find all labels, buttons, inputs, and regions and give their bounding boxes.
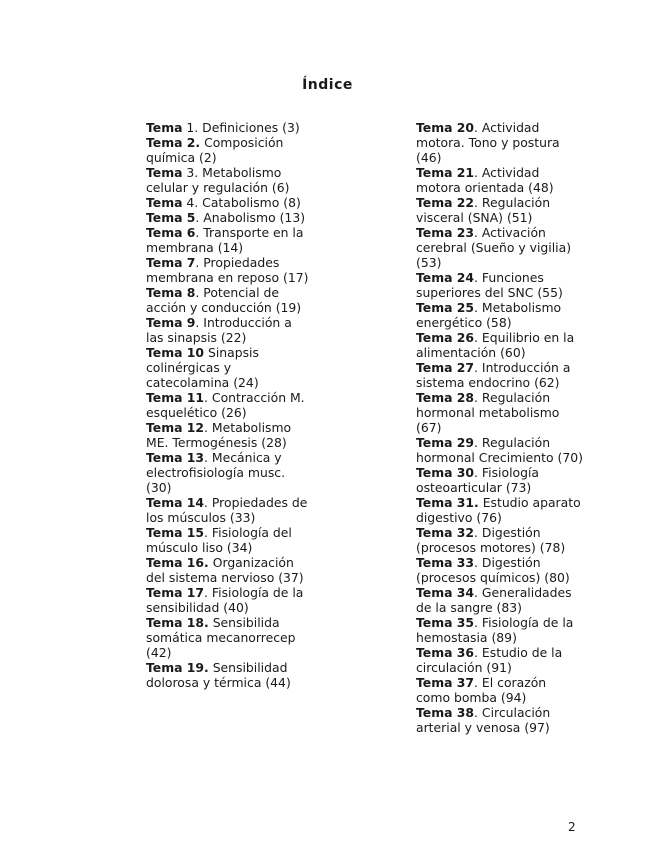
index-entry [416,390,584,435]
entry-label: Tema 2. [146,135,201,150]
index-entry [416,615,584,645]
entry-text: . Metabolismo ME. Termogénesis (28) [146,420,292,450]
entry-label: Tema 18. [146,615,209,630]
entry-text: Sensibilidad dolorosa y térmica (44) [146,660,291,690]
entry-text: . Generalidades de la sangre (83) [416,585,572,615]
index-entry [146,585,311,615]
entry-label: Tema 8 [146,285,196,300]
entry-text: 4. Catabolismo (8) [182,195,301,210]
page-title: Índice [302,77,353,93]
index-entry [416,525,584,555]
index-column-right [416,120,584,735]
entry-label: Tema 16. [146,555,209,570]
index-entry [416,360,584,390]
entry-text: . Anabolismo (13) [195,210,306,225]
index-entry [146,135,311,165]
entry-text: . Activación cerebral (Sueño y vigilia) (53) [416,225,572,270]
entry-text: . Regulación hormonal metabolismo (67) [416,390,560,435]
entry-text: . Mecánica y electrofisiología musc. (30) [146,450,286,495]
entry-label: Tema 25 [416,300,475,315]
index-entry [146,615,311,660]
index-entry [146,420,311,450]
entry-text: . Fisiología osteoarticular (73) [416,465,539,495]
entry-label: Tema 32 [416,525,475,540]
entry-label: Tema 12 [146,420,205,435]
index-entry [146,495,311,525]
entry-label: Tema 30 [416,465,475,480]
entry-text: Sensibilida somática mecanorrecep (42) [146,615,296,660]
entry-label: Tema 27 [416,360,475,375]
index-entry [146,450,311,495]
entry-label: Tema 24 [416,270,475,285]
entry-label: Tema 19. [146,660,209,675]
index-entry [416,165,584,195]
entry-text: . Circulación arterial y venosa (97) [416,705,551,735]
entry-label: Tema 15 [146,525,205,540]
entry-label: Tema 31. [416,495,479,510]
index-entry [416,300,584,330]
index-entry [416,585,584,615]
index-entry [146,390,311,420]
entry-text: . Potencial de acción y conducción (19) [146,285,302,315]
entry-text: . Introducción a sistema endocrino (62) [416,360,571,390]
index-entry [416,270,584,300]
index-entry [416,645,584,675]
entry-text: . Transporte en la membrana (14) [146,225,304,255]
entry-text: Estudio aparato digestivo (76) [416,495,581,525]
entry-text: . Actividad motora. Tono y postura (46) [416,120,560,165]
entry-label: Tema 7 [146,255,196,270]
index-entry [146,195,311,210]
entry-text: . Propiedades membrana en reposo (17) [146,255,309,285]
entry-label: Tema 26 [416,330,475,345]
index-entry [416,465,584,495]
index-entry [146,345,311,390]
entry-label: Tema 23 [416,225,475,240]
entry-label: Tema 11 [146,390,205,405]
index-entry [416,435,584,465]
entry-label: Tema [146,195,183,210]
entry-text: . Estudio de la circulación (91) [416,645,563,675]
entry-text: 3. Metabolismo celular y regulación (6) [146,165,290,195]
entry-label: Tema 21 [416,165,475,180]
entry-label: Tema 33 [416,555,475,570]
entry-label: Tema 9 [146,315,196,330]
entry-text: . Fisiología del músculo liso (34) [146,525,292,555]
index-entry [416,495,584,525]
entry-label: Tema 17 [146,585,205,600]
index-entry [416,330,584,360]
entry-label: Tema 10 [146,345,205,360]
index-column-left [146,120,311,690]
entry-text: . Propiedades de los músculos (33) [146,495,308,525]
index-entry [146,285,311,315]
index-entry [146,660,311,690]
entry-text: . Regulación visceral (SNA) (51) [416,195,551,225]
index-entry [416,120,584,165]
entry-text: . Contracción M. esquelético (26) [146,390,305,420]
index-entry [146,255,311,285]
entry-label: Tema 20 [416,120,475,135]
index-entry [416,675,584,705]
page-number: 2 [568,820,576,834]
entry-text: . Fisiología de la sensibilidad (40) [146,585,304,615]
index-entry [416,195,584,225]
entry-label: Tema 5 [146,210,196,225]
index-entry [416,705,584,735]
index-entry [146,120,311,135]
entry-label: Tema 38 [416,705,475,720]
entry-text: . Funciones superiores del SNC (55) [416,270,563,300]
index-entry [146,165,311,195]
entry-label: Tema 34 [416,585,475,600]
entry-text: . Actividad motora orientada (48) [416,165,554,195]
entry-text: . Equilibrio en la alimentación (60) [416,330,575,360]
entry-text: . Metabolismo energético (58) [416,300,562,330]
entry-label: Tema 37 [416,675,475,690]
entry-label: Tema [146,120,183,135]
entry-text: . Digestión (procesos motores) (78) [416,525,566,555]
entry-text: . Regulación hormonal Crecimiento (70) [416,435,583,465]
index-entry [146,225,311,255]
entry-label: Tema 35 [416,615,475,630]
entry-text: 1. Definiciones (3) [182,120,300,135]
entry-label: Tema 36 [416,645,475,660]
entry-label: Tema 14 [146,495,205,510]
entry-label: Tema 28 [416,390,475,405]
entry-text: . El corazón como bomba (94) [416,675,547,705]
index-entry [146,315,311,345]
entry-label: Tema [146,165,183,180]
index-entry [416,225,584,270]
entry-text: Organización del sistema nervioso (37) [146,555,304,585]
entry-label: Tema 22 [416,195,475,210]
index-entry [146,210,311,225]
entry-text: . Introducción a las sinapsis (22) [146,315,292,345]
entry-text: . Fisiología de la hemostasia (89) [416,615,574,645]
entry-label: Tema 6 [146,225,196,240]
entry-text: Sinapsis colinérgicas y catecolamina (24) [146,345,259,390]
index-entry [146,555,311,585]
entry-label: Tema 29 [416,435,475,450]
index-entry [416,555,584,585]
index-entry [146,525,311,555]
entry-label: Tema 13 [146,450,205,465]
entry-text: Composición química (2) [146,135,284,165]
entry-text: . Digestión (procesos químicos) (80) [416,555,570,585]
